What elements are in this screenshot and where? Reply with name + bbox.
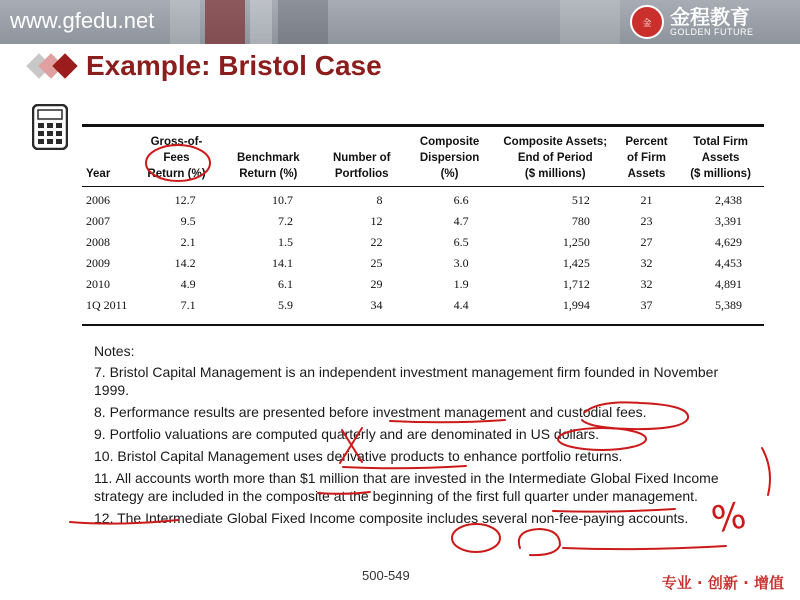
brand-logo [630, 4, 790, 40]
col-header-line: (%) [440, 168, 459, 180]
cell-percent-firm-assets: 23 [640, 214, 653, 228]
cell-year: 2008 [86, 235, 110, 249]
bracket-mark [762, 448, 770, 495]
cell-benchmark-return: 5.9 [277, 298, 293, 312]
header-decoration [170, 0, 200, 44]
cell-percent-firm-assets: 32 [640, 277, 653, 291]
cell-composite-dispersion: 6.6 [453, 193, 469, 207]
table-row [82, 186, 764, 211]
table-row [82, 232, 764, 253]
cell-year: 1Q 2011 [86, 298, 128, 312]
cell-year: 2006 [86, 193, 110, 207]
cell-total-firm-assets: 4,891 [715, 277, 742, 291]
col-header-total-firm-assets [677, 130, 764, 186]
cell-composite-dispersion: 3.0 [453, 256, 469, 270]
table-row [82, 274, 764, 295]
col-header-percent-firm-assets [616, 130, 677, 186]
col-header-line: Gross-of-Fees [150, 136, 203, 164]
handwritten-percent-mark: % [708, 495, 750, 542]
note-7: 7. Bristol Capital Management is an independent investment management firm founded in November 1999. [94, 364, 719, 398]
logo-text [670, 7, 754, 37]
cell-composite-dispersion: 1.9 [453, 277, 469, 291]
cell-total-firm-assets: 4,453 [715, 256, 742, 270]
col-header-line: Year [86, 168, 111, 180]
cell-percent-firm-assets: 32 [640, 256, 653, 270]
col-header-year [82, 130, 135, 186]
cell-number-of-portfolios: 22 [370, 235, 383, 249]
notes-section [82, 342, 742, 531]
calculator-icon[interactable] [32, 104, 68, 150]
table-header-row [82, 130, 764, 186]
header-bar [0, 0, 800, 44]
circle-several-mark [519, 529, 560, 555]
page-number: 500-549 [362, 568, 410, 583]
cell-benchmark-return: 7.2 [277, 214, 293, 228]
table-row [82, 253, 764, 274]
header-decoration [278, 0, 328, 44]
cell-percent-firm-assets: 37 [640, 298, 653, 312]
col-header-line: Number of [332, 152, 391, 164]
page-title: Example: Bristol Case [86, 50, 382, 81]
col-header-line: Composite [419, 136, 480, 148]
col-header-gross-return [135, 130, 217, 186]
title-diamond-icon [52, 53, 77, 78]
cell-number-of-portfolios: 25 [370, 256, 383, 270]
underline-non-fee-paying-mark [563, 546, 726, 549]
cell-total-firm-assets: 2,438 [715, 193, 742, 207]
footer-slogan: 专业 · 创新 · 增值 [661, 574, 784, 592]
cell-gross-return: 4.9 [180, 277, 196, 291]
col-header-line: Total Firm [693, 136, 748, 148]
header-decoration [205, 0, 245, 44]
col-header-composite-dispersion [404, 130, 494, 186]
note-10: 10. Bristol Capital Management uses derivative products to enhance portfolio returns. [94, 448, 623, 464]
col-header-line: ($ millions) [690, 168, 751, 180]
cell-composite-assets: 780 [571, 214, 590, 228]
col-header-line: Return (%) [239, 168, 298, 180]
cell-number-of-portfolios: 8 [376, 193, 383, 207]
logo-chinese-name: 金程教育 [670, 5, 750, 29]
cell-composite-assets: 1,994 [562, 298, 590, 312]
cell-gross-return: 14.2 [174, 256, 196, 270]
cell-gross-return: 7.1 [180, 298, 196, 312]
col-header-line: Assets [627, 168, 666, 180]
cell-number-of-portfolios: 34 [370, 298, 383, 312]
table-rule-top [82, 124, 764, 127]
col-header-line: Benchmark [237, 152, 300, 164]
table-row [82, 211, 764, 232]
note-12: 12. The Intermediate Global Fixed Income composite includes several non-fee-paying accounts. [94, 510, 689, 526]
cell-benchmark-return: 10.7 [271, 193, 293, 207]
note-11: 11. All accounts worth more than $1 million that are invested in the Intermediate Global Fixed Income strategy are included in the composite at the beginning of the first full quarter under management. [94, 470, 719, 504]
cell-total-firm-assets: 5,389 [715, 298, 742, 312]
note-9: 9. Portfolio valuations are computed quarterly and are denominated in US dollars. [94, 426, 600, 442]
cell-benchmark-return: 6.1 [277, 277, 293, 291]
col-header-composite-assets [495, 130, 616, 186]
cell-year: 2009 [86, 256, 110, 270]
logo-english-name: GOLDEN FUTURE [670, 27, 754, 37]
col-header-line: Composite Assets; [503, 136, 608, 148]
cell-gross-return: 2.1 [180, 235, 196, 249]
cell-percent-firm-assets: 27 [640, 235, 653, 249]
cell-total-firm-assets: 3,391 [715, 214, 742, 228]
cell-benchmark-return: 14.1 [271, 256, 293, 270]
col-header-line: of Firm [626, 152, 666, 164]
cell-composite-assets: 1,425 [562, 256, 590, 270]
col-header-number-of-portfolios [319, 130, 404, 186]
cell-total-firm-assets: 4,629 [715, 235, 742, 249]
cell-number-of-portfolios: 29 [370, 277, 383, 291]
cell-gross-return: 9.5 [180, 214, 196, 228]
cell-year: 2010 [86, 277, 110, 291]
table-row [82, 295, 764, 316]
cell-gross-return: 12.7 [174, 193, 196, 207]
col-header-line: Percent [625, 136, 668, 148]
cell-benchmark-return: 1.5 [277, 235, 293, 249]
cell-composite-assets: 1,712 [562, 277, 590, 291]
cell-year: 2007 [86, 214, 110, 228]
cell-composite-assets: 512 [571, 193, 590, 207]
notes-heading: Notes: [94, 343, 135, 359]
col-header-line: Portfolios [334, 168, 389, 180]
site-url[interactable]: www.gfedu.net [10, 8, 155, 33]
col-header-line: Dispersion [419, 152, 480, 164]
col-header-benchmark-return [218, 130, 319, 186]
logo-seal-icon: 金 [630, 5, 664, 39]
header-decoration [250, 0, 272, 44]
cell-composite-dispersion: 4.7 [453, 214, 469, 228]
performance-table [82, 130, 764, 316]
col-header-line: End of Period [517, 152, 593, 164]
cell-composite-dispersion: 6.5 [453, 235, 469, 249]
cell-composite-assets: 1,250 [562, 235, 590, 249]
col-header-line: Return (%) [147, 168, 206, 180]
col-header-line: ($ millions) [524, 168, 586, 180]
col-header-line: Assets [701, 152, 740, 164]
cell-percent-firm-assets: 21 [640, 193, 653, 207]
header-decoration [560, 0, 620, 44]
cell-composite-dispersion: 4.4 [453, 298, 469, 312]
cell-number-of-portfolios: 12 [370, 214, 383, 228]
note-8: 8. Performance results are presented before investment management and custodial fees. [94, 404, 647, 420]
table-rule-bottom [82, 324, 764, 326]
